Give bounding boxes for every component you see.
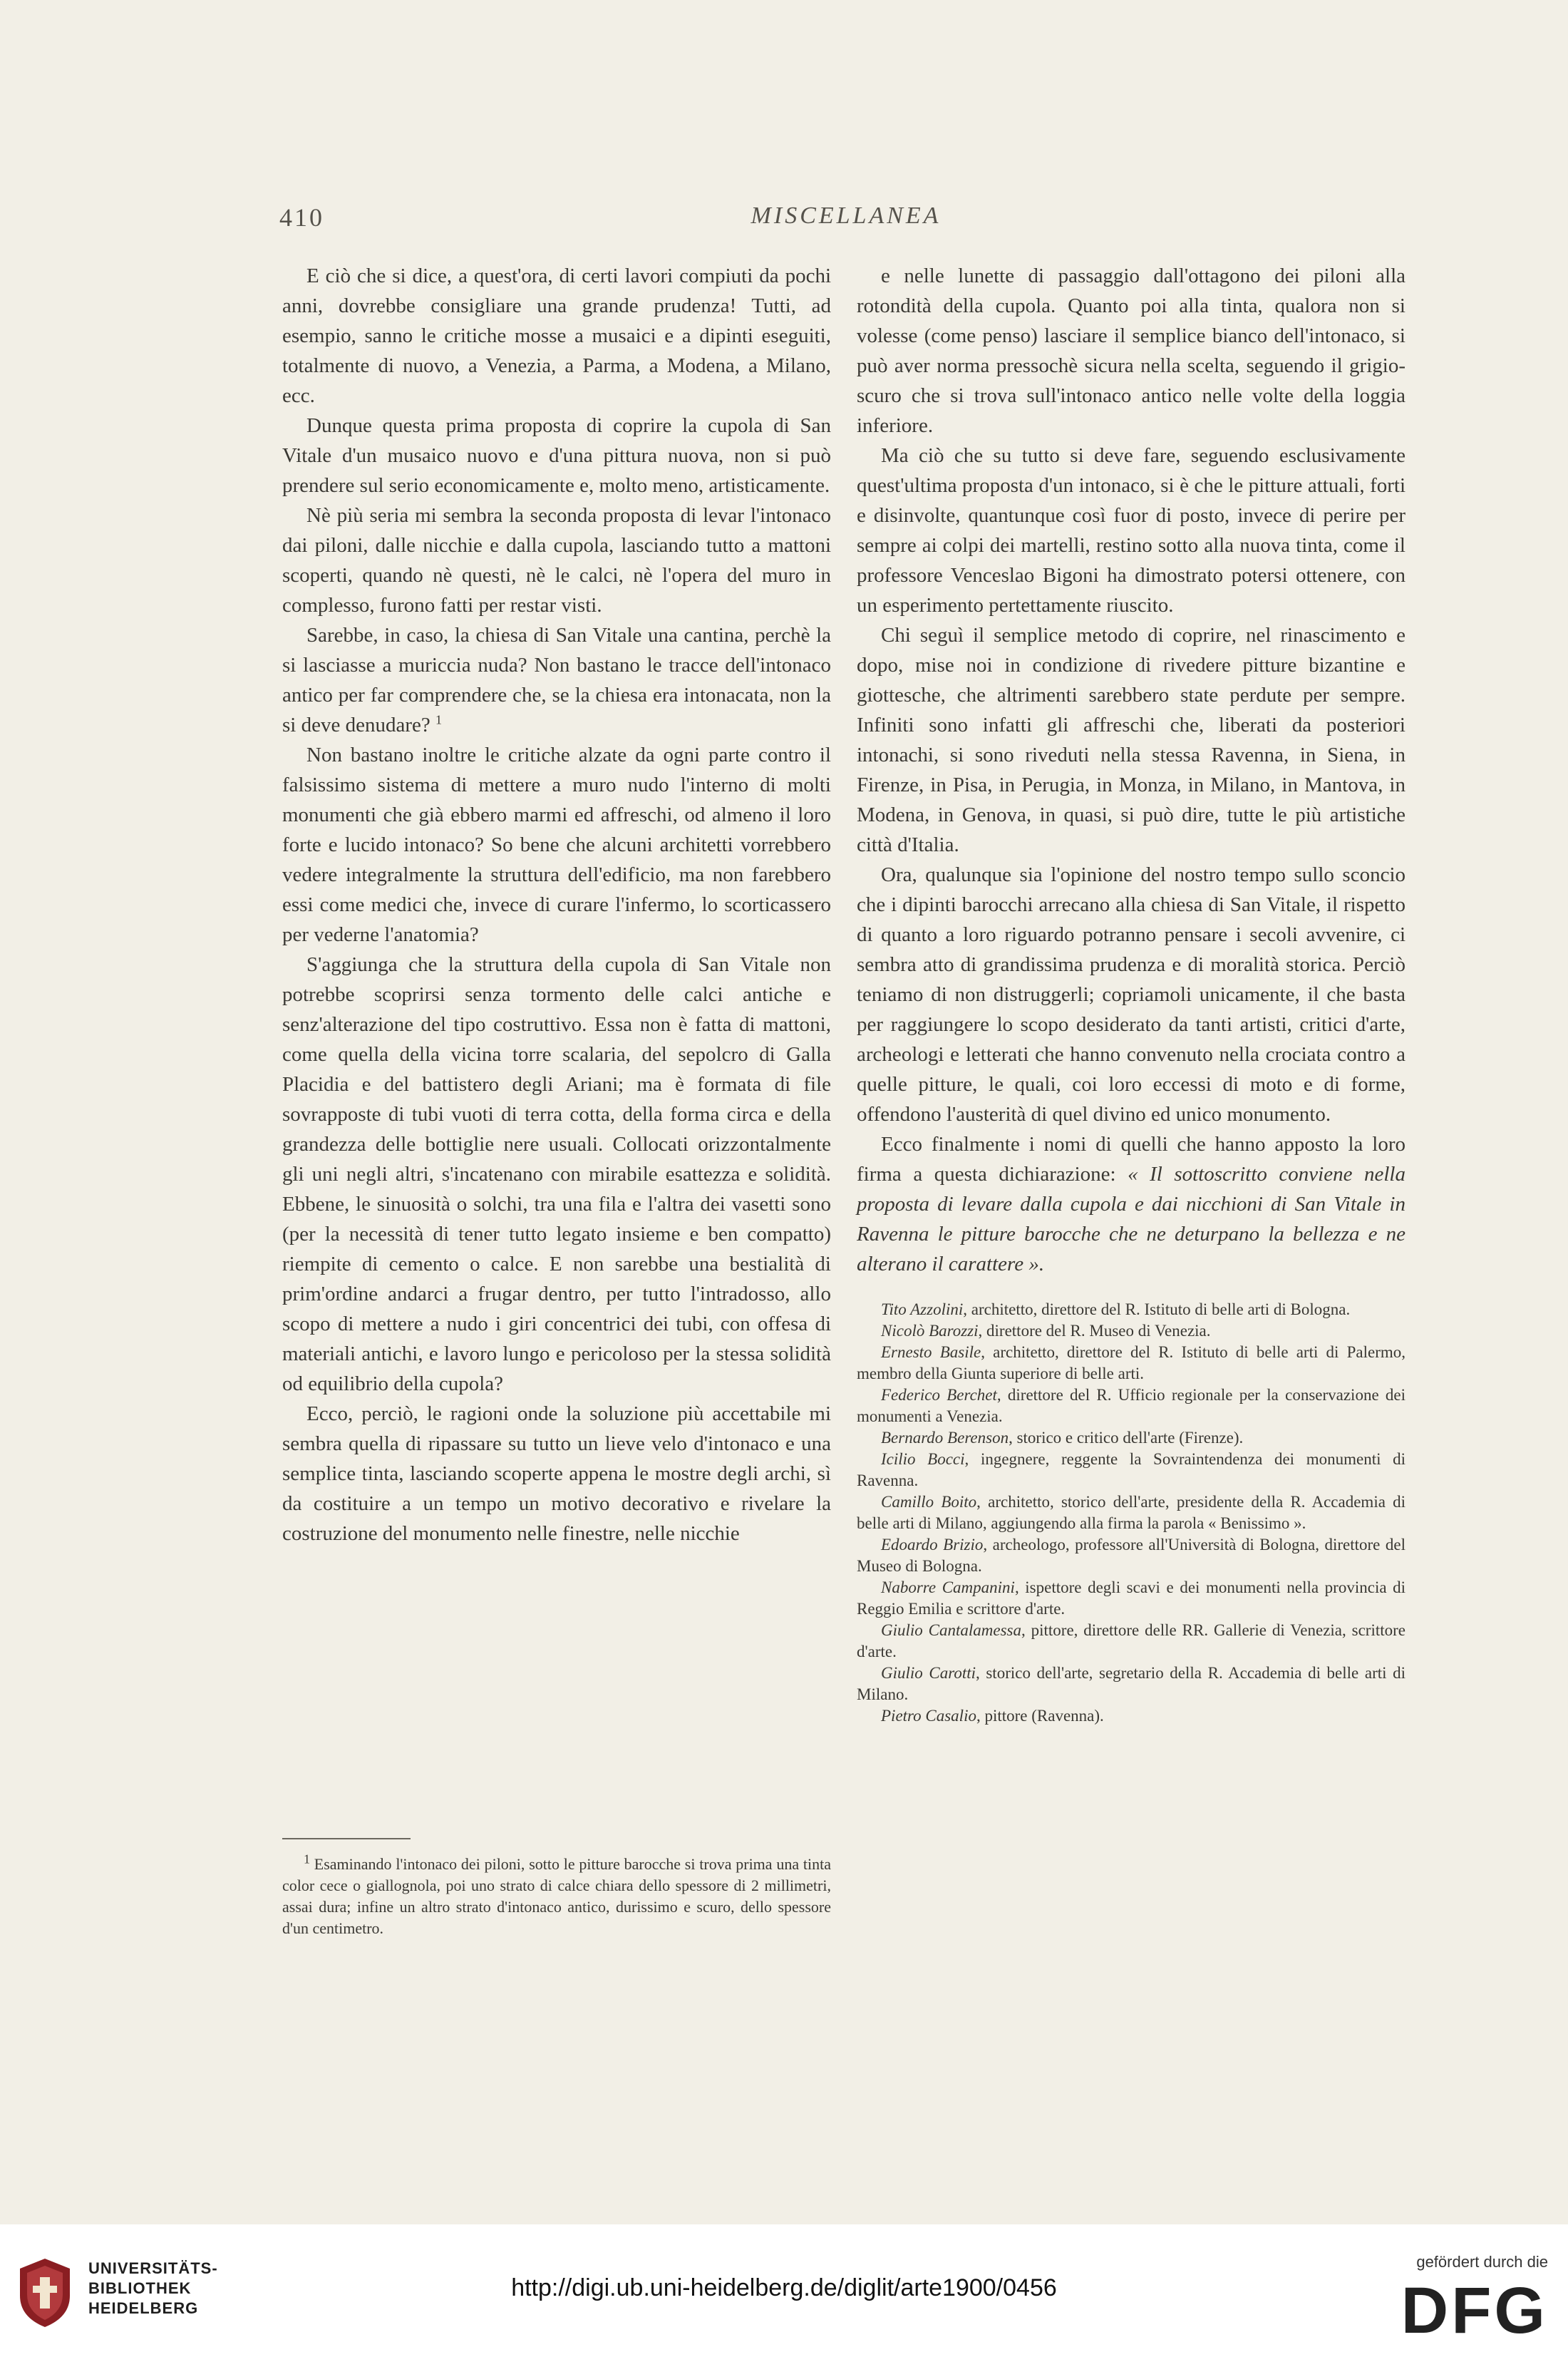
dfg-logo-text: DFG bbox=[1401, 2276, 1548, 2340]
signatory-entry bbox=[857, 1342, 1405, 1385]
signatory-separator: , bbox=[1021, 1621, 1031, 1639]
signatory-entry bbox=[857, 1620, 1405, 1663]
signatory-name: Federico Berchet bbox=[881, 1386, 997, 1404]
signatory-role: storico e critico dell'arte (Firenze). bbox=[1016, 1429, 1244, 1447]
signatory-separator: , bbox=[963, 1300, 971, 1318]
paragraph: Non bastano inoltre le critiche alzate da ogni parte contro il falsissimo sistema di mettere a muro nudo l'interno di molti monumenti che già ebbero marmi ed affreschi, od almeno il loro forte e lucido intonaco? So bene che alcuni architetti vorrebbero vedere integralmente la struttura dell'edificio, ma non farebbero essi come medici che, invece di curare l'infermo, lo scorticassero per vederne l'anatomia? bbox=[282, 744, 831, 946]
signatory-separator: , bbox=[976, 1664, 986, 1682]
signatory-separator: , bbox=[996, 1386, 1008, 1404]
dfg-logo bbox=[1370, 2276, 1548, 2340]
signatory-name: Pietro Casalio bbox=[881, 1707, 976, 1725]
paragraph-text: Ecco finalmente i nomi di quelli che hanno apposto la loro firma a questa dichiarazione: bbox=[857, 1133, 1405, 1186]
funded-by-label: gefördert durch die bbox=[1416, 2253, 1548, 2271]
signatory-separator: , bbox=[964, 1450, 981, 1468]
signatory-role: ispettore degli scavi e dei monumenti nella provincia di Reggio Emilia e scrittore d'arte. bbox=[857, 1578, 1406, 1618]
page-number: 410 bbox=[279, 203, 324, 232]
signatory-name: Naborre Campanini bbox=[881, 1578, 1015, 1596]
paragraph: Ma ciò che su tutto si deve fare, seguendo esclusivamente quest'ultima proposta d'un intonaco, si è che le pitture attuali, forti e disinvolte, quantunque così fuor di posto, invece di perire per sempre ai colpi dei martelli, restino sotto alla nuova tinta, come il professore Venceslao Bigoni ha dimostrato potersi ottenere, con un esperimento pertettamente riuscito. bbox=[857, 444, 1405, 617]
source-url-link[interactable]: http://digi.ub.uni-heidelberg.de/diglit/arte1900/0456 bbox=[511, 2274, 1057, 2301]
signatory-entry bbox=[857, 1427, 1405, 1449]
signatory-entry bbox=[857, 1577, 1405, 1620]
signatory-role: direttore del R. Ufficio regionale per la conservazione dei monumenti a Venezia. bbox=[857, 1386, 1405, 1425]
signatory-entry bbox=[857, 1299, 1405, 1320]
signatory-role: storico dell'arte, segretario della R. Accademia di belle arti di Milano. bbox=[857, 1664, 1406, 1703]
page-header bbox=[279, 202, 1413, 245]
signatory-separator: , bbox=[976, 1493, 989, 1511]
signatory-name: Camillo Boito bbox=[881, 1493, 977, 1511]
running-title: MISCELLANEA bbox=[751, 202, 942, 229]
paragraph-with-note bbox=[282, 620, 831, 740]
signatory-name: Ernesto Basile bbox=[881, 1343, 981, 1361]
paragraph: Dunque questa prima proposta di coprire la cupola di San Vitale d'un musaico nuovo e d'una pittura nuova, non si può prendere sul serio economicamente e, molto meno, artisticamente. bbox=[282, 414, 831, 497]
signatory-entry bbox=[857, 1663, 1405, 1705]
signatory-name: Nicolò Barozzi bbox=[881, 1322, 979, 1340]
paragraph: Nè più seria mi sembra la seconda proposta di levar l'intonaco dai piloni, dalle nicchie e dalla cupola, lasciando tutto a mattoni scoperti, quando nè questi, nè le calci, nè l'opera del muro in complesso, furono fatti per restar visti. bbox=[282, 504, 831, 617]
footnote-number: 1 bbox=[304, 1852, 310, 1866]
paragraph: Ora, qualunque sia l'opinione del nostro tempo sullo sconcio che i dipinti barocchi arrecano alla chiesa di San Vitale, il rispetto di quanto a loro riguardo potranno pensare i secoli avvenire, ci sembra atto di grandissima prudenza e di moralità storica. Perciò teniamo di non distruggerli; copriamoli unicamente, il che basta per raggiungere lo scopo desiderato da tanti artisti, critici d'arte, archeologi e letterati che hanno convenuto nella crociata contro a quelle pitture, le quali, coi loro eccessi di moto e di forme, offendono l'austerità di quel divino ed unico monumento. bbox=[857, 863, 1405, 1126]
library-name-line: BIBLIOTHEK bbox=[88, 2279, 192, 2297]
left-column bbox=[282, 261, 831, 1549]
signatory-separator: , bbox=[983, 1536, 993, 1554]
signatory-role: architetto, direttore del R. Istituto di belle arti di Palermo, membro della Giunta superiore di belle arti. bbox=[857, 1343, 1405, 1382]
paragraph: e nelle lunette di passaggio dall'ottagono dei piloni alla rotondità della cupola. Quanto poi alla tinta, qualora non si volesse (come penso) lasciare il semplice bianco dell'intonaco, si può aver norma pressochè sicura nella scelta, seguendo il grigio-scuro che si trova sull'intonaco antico nelle volte della loggia inferiore. bbox=[857, 265, 1405, 437]
digitization-footer bbox=[0, 2224, 1568, 2357]
signatory-role: pittore (Ravenna). bbox=[984, 1707, 1104, 1725]
signatories-list bbox=[857, 1299, 1405, 1727]
signatory-name: Giulio Cantalamessa bbox=[881, 1621, 1021, 1639]
signatory-name: Bernardo Berenson bbox=[881, 1429, 1009, 1447]
signatory-separator: , bbox=[976, 1707, 985, 1725]
paragraph-text: Sarebbe, in caso, la chiesa di San Vitale una cantina, perchè la si lasciasse a muriccia nuda? Non bastano le tracce dell'intonaco antico per far comprendere che, se la chiesa era intonacata, non la si deve denudare? bbox=[282, 624, 831, 736]
signatory-entry bbox=[857, 1534, 1405, 1577]
paragraph: Ecco, perciò, le ragioni onde la soluzione più accettabile mi sembra quella di ripassare su tutto un lieve velo d'intonaco e una semplice tinta, lasciando scoperte appena le mostre degli archi, sì da costituire a un tempo un motivo decorativo e rivelare la costruzione del monumento nelle finestre, nelle nicchie bbox=[282, 1402, 831, 1545]
signatory-separator: , bbox=[978, 1322, 987, 1340]
library-name-line: HEIDELBERG bbox=[88, 2299, 199, 2317]
signatory-role: archeologo, professore all'Università di Bologna, direttore del Museo di Bologna. bbox=[857, 1536, 1405, 1575]
signatory-name: Icilio Bocci bbox=[881, 1450, 965, 1468]
signatory-separator: , bbox=[981, 1343, 994, 1361]
signatory-role: ingegnere, reggente la Sovraintendenza dei monumenti di Ravenna. bbox=[857, 1450, 1405, 1489]
paragraph bbox=[857, 1129, 1405, 1279]
signatory-role: architetto, direttore del R. Istituto di belle arti di Bologna. bbox=[971, 1300, 1351, 1318]
signatory-entry bbox=[857, 1385, 1405, 1427]
library-name-line: UNIVERSITÄTS- bbox=[88, 2259, 218, 2277]
footnote-divider bbox=[282, 1838, 411, 1839]
signatory-entry bbox=[857, 1705, 1405, 1727]
signatory-entry bbox=[857, 1320, 1405, 1342]
signatory-separator: , bbox=[1014, 1578, 1026, 1596]
paragraph: Chi seguì il semplice metodo di coprire, nel rinascimento e dopo, mise noi in condizione di rivedere pitture bizantine e giottesche, che altrimenti sarebbero state perdute per sempre. Infiniti sono infatti gli affreschi che, liberati da posteriori intonachi, si sono riveduti nella stessa Ravenna, in Siena, in Firenze, in Pisa, in Perugia, in Monza, in Milano, in Mantova, in Modena, in Genova, in quasi, si può dire, tutte le più artistiche città d'Italia. bbox=[857, 624, 1405, 856]
signatory-role: architetto, storico dell'arte, presidente della R. Accademia di belle arti di Milano, aggiungendo alla firma la parola « Benissimo ». bbox=[857, 1493, 1406, 1532]
signatory-name: Tito Azzolini bbox=[881, 1300, 964, 1318]
paragraph: E ciò che si dice, a quest'ora, di certi lavori compiuti da pochi anni, dovrebbe consigliare una grande prudenza! Tutti, ad esempio, sanno le critiche mosse a musaici e a dipinti eseguiti, totalmente di nuovo, a Venezia, a Parma, a Modena, a Milano, ecc. bbox=[282, 265, 831, 407]
signatory-role: direttore del R. Museo di Venezia. bbox=[986, 1322, 1211, 1340]
declaration-text: « Il sottoscritto conviene nella proposta di levare dalla cupola e dai nicchioni di San Vitale in Ravenna le pitture barocche che ne deturpano la bellezza e ne alterano il carattere ». bbox=[857, 1163, 1405, 1275]
paragraph: S'aggiunga che la struttura della cupola di San Vitale non potrebbe scoprirsi senza tormento delle calci antiche e senz'alterazione del tipo costruttivo. Essa non è fatta di mattoni, come quella della vicina torre scalaria, del sepolcro di Galla Placidia e del battistero degli Ariani; ma è formata di file sovrapposte di tubi vuoti di terra cotta, della forma circa e della grandezza delle bottiglie nere usuali. Collocati orizzontalmente gli uni negli altri, s'incatenano con mirabile esattezza e solidità. Ebbene, le sinuosità o solchi, tra una fila e l'altra dei vasetti sono (per la necessità di tener tutto legato insieme e ben compatto) riempite di cemento o calce. E non sarebbe una bestialità di prim'ordine andarci a frugar dentro, per tutto l'intradosso, allo scopo di mettere a nudo i giri concentrici dei tubi, con offesa di materiali antichi, e lavoro lungo e pericoloso per la stessa solidità od equilibrio della cupola? bbox=[282, 953, 831, 1395]
signatory-entry bbox=[857, 1449, 1405, 1491]
signatory-entry bbox=[857, 1491, 1405, 1534]
signatory-name: Edoardo Brizio bbox=[881, 1536, 984, 1554]
footnote bbox=[282, 1854, 831, 1939]
footnote-text: Esaminando l'intonaco dei piloni, sotto le pitture barocche si trova prima una tinta color cece o giallognola, poi uno strato di calce chiara dello spessore di 2 millimetri, assai dura; infine un altro strato d'intonaco antico, durissimo e scuro, dello spessore d'un centimetro. bbox=[282, 1855, 831, 1937]
signatory-role: pittore, direttore delle RR. Gallerie di Venezia, scrittore d'arte. bbox=[857, 1621, 1405, 1660]
signatory-name: Giulio Carotti bbox=[881, 1664, 976, 1682]
right-column bbox=[857, 261, 1405, 1727]
signatory-separator: , bbox=[1009, 1429, 1017, 1447]
footnote-mark: 1 bbox=[435, 712, 442, 727]
